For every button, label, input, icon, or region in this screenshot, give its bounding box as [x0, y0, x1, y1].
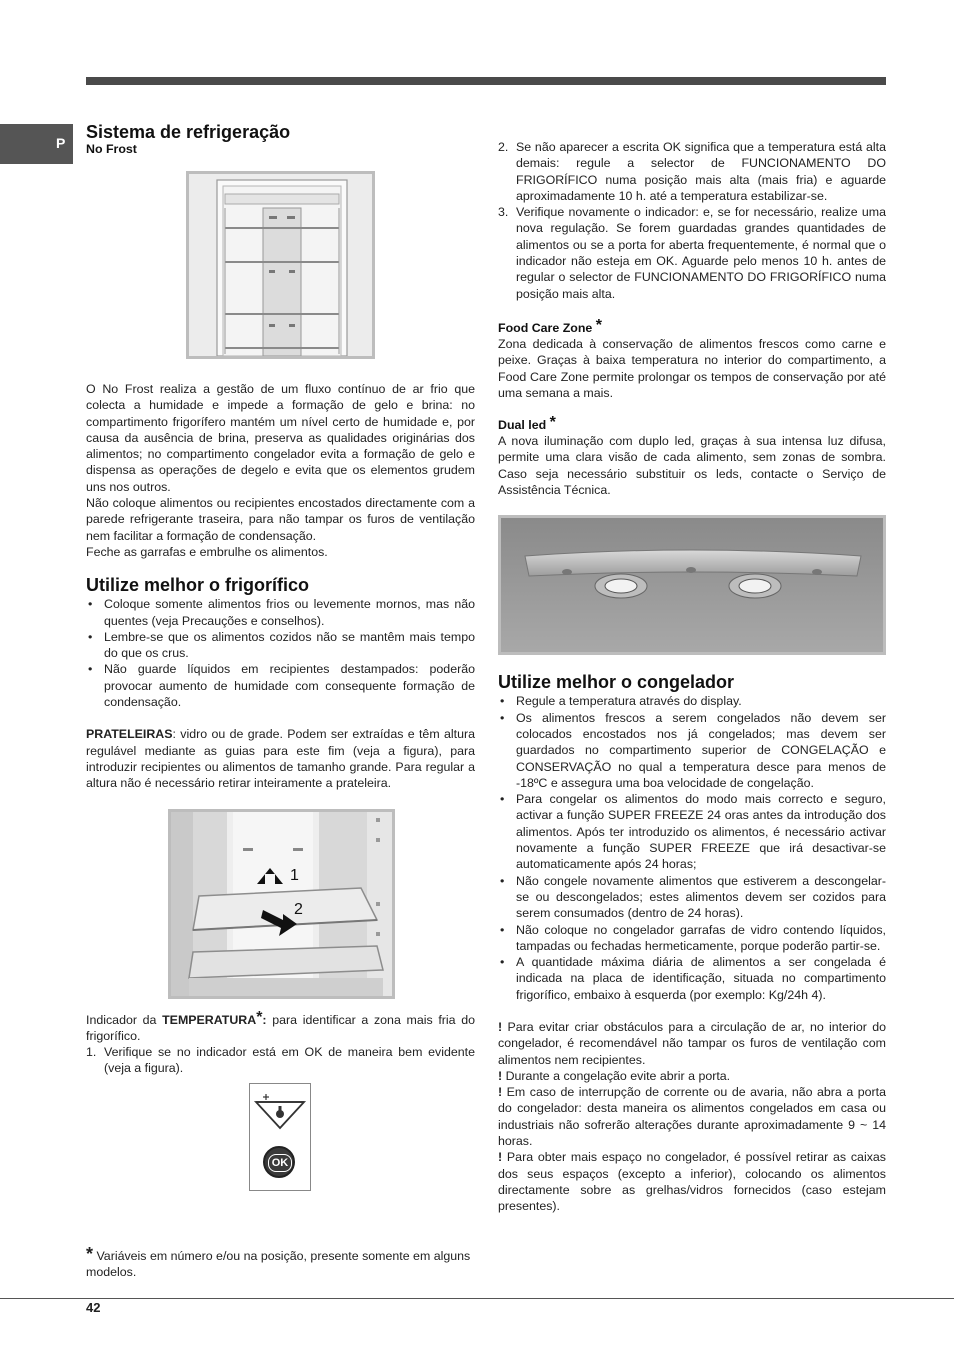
list-item: • Regule a temperatura através do display.	[498, 693, 886, 709]
shelf-drawing-icon	[171, 812, 392, 996]
list-item: • A quantidade máxima diária de alimentos a ser congelada é indicada na placa de identificação, situada no compartimento frigorífico, embaixo à esquerda (por exemplo: Kg/24h 4).	[498, 954, 886, 1003]
prateleiras-label: PRATELEIRAS	[86, 727, 173, 742]
list-item: 1. Verifique se no indicador está em OK de maneira bem evidente (veja a figura).	[86, 1045, 475, 1076]
dual-led-image	[498, 515, 886, 655]
right-column	[498, 139, 886, 1215]
prateleiras-paragraph	[86, 726, 475, 791]
warning-4: ! Para obter mais espaço no congelador, é possível retirar as caixas dos seus espaços (excepto a inferior), colocando os alimentos directamente sobre as grelhas/vidros fornecidos (caso estejam presentes).	[498, 1150, 886, 1214]
list-item: 2. Se não aparecer a escrita OK significa que a temperatura está alta demais: regule a selector de FUNCIONAMENTO DO FRIGORÍFICO numa posição mais alta (mais fria) e aguarde aproximadamente 10 h. até a temperatura estabilizar-se.	[498, 140, 886, 203]
indicador-steps-continued	[498, 139, 886, 302]
left-column	[86, 121, 475, 1191]
fridge-drawing-icon	[189, 174, 372, 356]
header-rule	[86, 77, 886, 85]
page-number: 42	[86, 1300, 101, 1315]
no-frost-paragraph-3: Feche as garrafas e embrulhe os alimentos.	[86, 544, 328, 559]
footer-rule	[0, 1298, 954, 1299]
frigorifico-bullet-list	[86, 596, 475, 710]
fridge-interior-image	[186, 171, 375, 359]
food-care-paragraph: Zona dedicada à conservação de alimentos frescos como carne e peixe. Graças à baixa temperatura no interior do compartimento, a Food Care Zone permite prolongar os tempos de conservação por até uma semana a mais.	[498, 336, 886, 400]
heading-utilize-congelador: Utilize melhor o congelador	[498, 672, 735, 693]
indicador-steps	[86, 1044, 475, 1077]
list-item: • Lembre-se que os alimentos cozidos não se mantêm mais tempo do que os crus.	[86, 629, 475, 662]
temperature-indicator-image	[249, 1083, 311, 1191]
shelf-arrow-label-2: 2	[294, 900, 303, 918]
list-item: • Coloque somente alimentos frios ou levemente mornos, mas não quentes (veja Precauções e conselhos).	[86, 596, 475, 629]
warning-1: ! Para evitar criar obstáculos para a circulação de ar, no interior do congelador, é recomendável não tampar os furos de ventilação com alimentos nem recipientes.	[498, 1019, 886, 1067]
indicador-paragraph: Indicador da TEMPERATURA*: para identificar a zona mais fria do frigorífico.	[86, 1008, 476, 1043]
list-item: • Não guarde líquidos em recipientes destampados: poderão provocar aumento de humidade com consequente formação de condensação.	[86, 661, 475, 710]
warning-3: ! Em caso de interrupção de corrente ou de avaria, não abra a porta do congelador: desta maneira os alimentos congelados em casa ou industriais não sofrerão alterações durante aproximadamente 9 ~ 14 horas.	[498, 1085, 886, 1149]
heading-utilize-frigorifico: Utilize melhor o frigorífico	[86, 575, 310, 596]
dual-led-paragraph: A nova iluminação com duplo led, graças à sua intensa luz difusa, permite uma clara visão de cada alimento, sem zonas de sombra. Caso seja necessário substituir os leds, contacte o Serviço de Assistência Técnica.	[498, 434, 886, 498]
congelador-bullet-list	[498, 693, 886, 1003]
list-item: • Para congelar os alimentos do modo mais correcto e seguro, activar a função SUPER FREEZE 24 oras antes da introdução dos alimentos. Após ter introduzido os alimentos, é necessário activar novamente a função SUPER FREEZE que irá desactivar-se automaticamente após 24 horas;	[498, 791, 886, 872]
no-frost-paragraph-1: O No Frost realiza a gestão de um fluxo contínuo de ar frio que colecta a humidade e impede a formação de gelo e brina: no compartimento frigorífero mantém um nível certo de humidade e, por causa da ausência de brina, preserva as qualidades originárias dos alimentos; no compartimento congelador evita a formação de gelo e dispensa as operações de degelo e evita que os elementos grudem uns nos outros.	[86, 382, 475, 494]
heading-dual-led: Dual led *	[498, 414, 556, 433]
list-item: • Não congele novamente alimentos que estiverem a descongelar-se ou descongelados; estes alimentos devem ser cozidos para serem consumados (dentro de 24 horas).	[498, 873, 886, 922]
no-frost-paragraph-2: Não coloque alimentos ou recipientes encostados directamente com a parede refrigerante traseira, para não tampar os furos de ventilação nem facilitar a formação de condensação.	[86, 496, 475, 543]
heading-food-care-zone: Food Care Zone *	[498, 316, 602, 335]
list-item: • Não coloque no congelador garrafas de vidro contendo líquidos, tampadas ou fechadas hermeticamente, porque poderão partir-se.	[498, 922, 886, 955]
footnote: * Variáveis em número e/ou na posição, presente somente em alguns modelos.	[86, 1244, 471, 1280]
temperatura-label: TEMPERATURA	[162, 1012, 257, 1027]
heading-sistema-refrigeracao: Sistema de refrigeração	[86, 122, 291, 142]
list-item: • Os alimentos frescos a serem congelados não devem ser colocados encostados nos já congelados; mas devem ser guardados no compartimento superior de CONGELAÇÃO e CONSERVAÇÃO no qual a temperatura desce para menos de -18ºC e assegura uma boa velocidade de congelação.	[498, 710, 886, 791]
prateleiras-text: : vidro ou de grade. Podem ser extraídas e têm altura regulável mediante as guias para este fim (veja a figura), para introduzir recipientes ou alimentos de tamanho grande. Para regular a altura não é necessário retirar inteiramente a prateleira.	[86, 727, 475, 791]
ok-label: OK	[268, 1154, 292, 1172]
ok-badge	[263, 1146, 295, 1178]
led-lamp-drawing-icon	[501, 518, 883, 652]
shelf-arrow-label-1: 1	[290, 866, 299, 884]
language-tab: P	[0, 124, 73, 164]
list-item: 3. Verifique novamente o indicador: e, se for necessário, realize uma nova regulação. Se forem guardadas grandes quantidades de alimentos ou se a porta for aberta frequentemente, é normal que o indicador não esteja em OK. Aguarde pelo menos 10 h. antes de regular o selector de FUNCIONAMENTO DO FRIGORÍFICO numa posição mais alta.	[498, 205, 886, 301]
warning-2: ! Durante a congelação evite abrir a porta.	[498, 1068, 731, 1083]
shelf-adjust-image	[168, 809, 395, 999]
subheading-no-frost: No Frost	[86, 142, 137, 156]
